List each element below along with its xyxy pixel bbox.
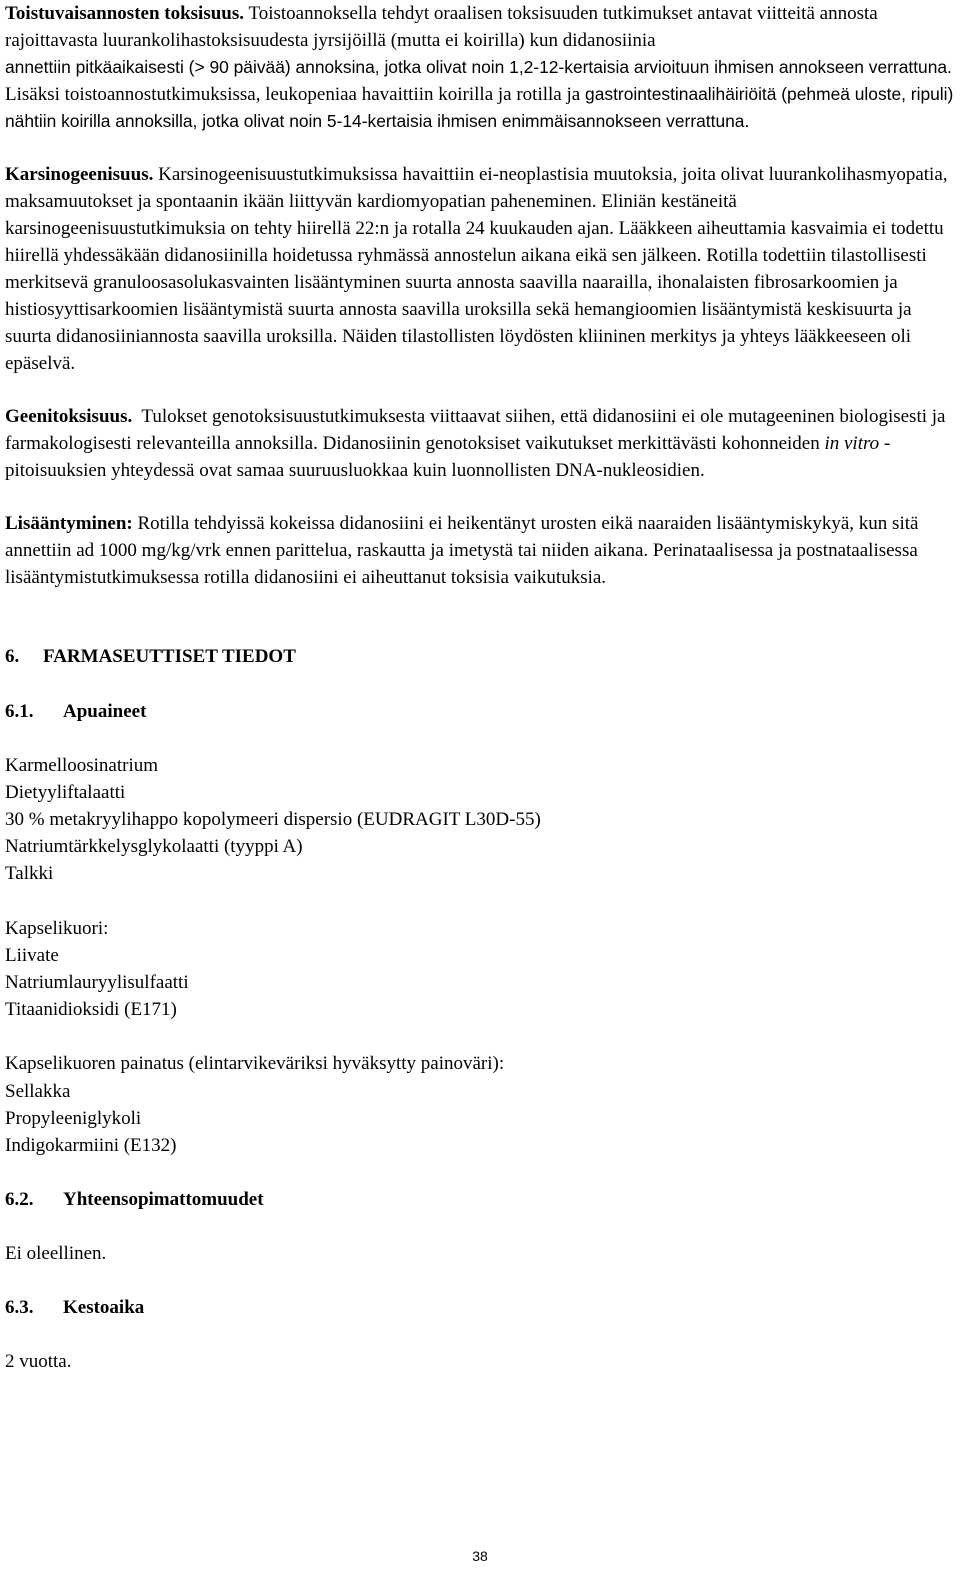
genotoxicity-text-1: Tulokset genotoksisuustutkimuksesta viittaavat siihen, että didanosiini ei ole mutageeninen biologisesti ja farmakologisesti relevanteilla annoksilla. Didanosiinin genotoksiset vaikutukset merkittävästi kohonneiden [5, 405, 946, 454]
excipient-list-core [5, 752, 955, 888]
carcinogenicity-text: Karsinogeenisuustutkimuksissa havaittiin ei-neoplastisia muutoksia, joita olivat luurankolihasmyopatia, maksamuutokset ja spontaanin ikään liittyvän kardiomyopatian paheneminen. Eliniän kestäneitä karsinogeenisuustutkimuksia on tehty hiirellä 22:n ja rotalla 24 kuukauden ajan. Lääkkeen aiheuttamia kasvaimia ei todettu hiirellä yhdessäkään didanosiinilla hoidetussa ryhmässä annostelun aikana eikä sen jälkeen. Rotilla todettiin tilastollisesti merkitsevä granuloosasolukasvainten lisääntyminen suurta annosta saavilla naarailla, ihonalaisten fibrosarkoomien ja histiosyyttisarkoomien lisääntymistä suurta annosta saavilla uroksilla sekä hemangioomien lisääntymistä keskisuurta ja suurta didanosiiniannosta saavilla uroksilla. Näiden tilastollisten löydösten kliininen merkitys ja yhteys lääkkeeseen oli epäselvä. [5, 163, 948, 374]
printing-ink-label: Kapselikuoren painatus (elintarvikeväriksi hyväksytty painoväri): [5, 1053, 505, 1075]
toxicity-text-1: Toistoannoksella tehdyt oraalisen toksisuuden tutkimukset antavat viitteitä annosta rajoittavasta luurankolihastoksisuudesta jyrsijöillä (mutta ei koirilla) kun didanosiinia [5, 3, 878, 51]
excipient-item: Karmelloosinatrium [5, 754, 159, 776]
section-6-3-number: 6.3. [5, 1297, 34, 1319]
document-page [5, 0, 955, 1375]
genotoxicity-text-2: -pitoisuuksien yhteydessä ovat samaa suuruusluokkaa kuin luonnollisten DNA-nukleosidien. [5, 432, 891, 481]
excipient-item: Propyleeniglykoli [5, 1107, 142, 1129]
excipient-item: Sellakka [5, 1080, 71, 1102]
capsule-shell-label: Kapselikuori: [5, 917, 109, 939]
genotoxicity-title: Geenitoksisuus. [5, 405, 133, 427]
section-6-3-title: Kestoaika [63, 1297, 145, 1319]
section-6-2-heading [5, 1186, 955, 1213]
section-6-1-number: 6.1. [5, 700, 34, 722]
excipient-item: Natriumtärkkelysglykolaatti (tyyppi A) [5, 836, 303, 858]
toxicity-text-2: annettiin pitkäaikaisesti (> 90 päivää) annoksina, jotka olivat noin 1,2-12-kertaisia arvioituun ihmisen annokseen verrattuna. [5, 57, 952, 77]
section-6-2-text: Ei oleellinen. [5, 1243, 107, 1265]
section-6-3-text: 2 vuotta. [5, 1351, 72, 1373]
section-6-number: 6. [5, 645, 20, 667]
excipient-item: Dietyyliftalaatti [5, 781, 126, 803]
section-6-1-title: Apuaineet [63, 700, 147, 722]
section-6-2-number: 6.2. [5, 1189, 34, 1211]
excipient-item: Titaanidioksidi (E171) [5, 999, 177, 1021]
section-6-heading [5, 643, 955, 670]
genotoxicity-in-vitro: in vitro [824, 432, 880, 454]
genotoxicity-paragraph [5, 403, 955, 484]
excipient-item: Liivate [5, 944, 59, 966]
toxicity-title: Toistuvaisannosten toksisuus. [5, 3, 245, 24]
page-number: 38 [472, 1548, 488, 1564]
excipient-item: Natriumlauryylisulfaatti [5, 971, 189, 993]
toxicity-paragraph-continued [5, 54, 955, 135]
reproduction-text: Rotilla tehdyissä kokeissa didanosiini ei heikentänyt urosten eikä naaraiden lisääntymiskykyä, kun sitä annettiin ad 1000 mg/kg/vrk ennen parittelua, raskautta ja imetystä tai niiden aikana. Perinataalisessa ja postnataalisessa lisääntymistutkimuksessa rotilla didanosiini ei aiheuttanut toksisia vaikutuksia. [5, 512, 919, 588]
toxicity-paragraph [5, 0, 955, 54]
excipient-item: Talkki [5, 863, 54, 885]
toxicity-text-3: Lisäksi toistoannostutkimuksissa, leukopeniaa havaittiin koirilla ja rotilla ja [5, 83, 581, 105]
section-6-title: FARMASEUTTISET TIEDOT [43, 645, 296, 667]
excipient-item: 30 % metakryylihappo kopolymeeri dispersio (EUDRAGIT L30D-55) [5, 808, 541, 830]
excipient-list-ink [5, 1050, 955, 1159]
excipient-item: Indigokarmiini (E132) [5, 1134, 177, 1156]
section-6-3-heading [5, 1294, 955, 1321]
reproduction-paragraph [5, 510, 955, 591]
carcinogenicity-paragraph [5, 161, 955, 377]
toxicity-text-4: gastrointestinaalihäiriöitä (pehmeä uloste, ripuli) nähtiin koirilla annoksilla, jotka olivat noin 5-14-kertaisia ihmisen enimmäisannokseen verrattuna. [5, 83, 954, 131]
reproduction-title: Lisääntyminen: [5, 512, 133, 534]
section-6-2-title: Yhteensopimattomuudet [63, 1189, 264, 1211]
excipient-list-shell [5, 915, 955, 1024]
section-6-1-heading [5, 698, 955, 725]
carcinogenicity-title: Karsinogeenisuus. [5, 163, 154, 185]
